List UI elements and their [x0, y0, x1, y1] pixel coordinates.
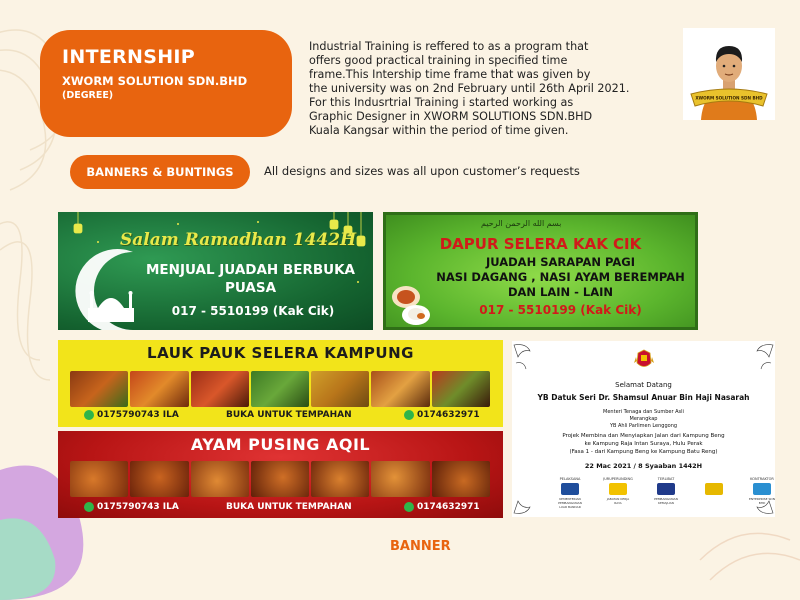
chicken-photo: [251, 461, 309, 497]
portrait-illustration: [683, 28, 775, 120]
ayam-contact-left: [84, 502, 179, 512]
intro-line: Kuala Kangsar within the period of time given.: [309, 124, 569, 137]
food-photo: [191, 371, 249, 407]
contractor-logo-icon: [753, 483, 771, 495]
sponsor-name: PEMBANGUNAN KEMAJUAN: [654, 497, 678, 505]
project-line1: Projek Membina dan Menyiapkan Jalan dari Kampung Beng: [562, 433, 725, 439]
sponsor-role: PELAKSANA: [559, 477, 581, 481]
dapur-line3: DAN LAIN - LAIN: [507, 285, 614, 299]
whatsapp-icon: [404, 502, 414, 512]
dapur-line1: JUADAH SARAPAN PAGI: [485, 255, 636, 269]
degree-label: (DEGREE): [62, 90, 114, 101]
banner-ramadhan: [58, 212, 373, 330]
ramadhan-line1: MENJUAL JUADAH BERBUKA: [145, 262, 355, 278]
ramadhan-phone: 017 - 5510199 (Kak Cik): [171, 304, 335, 318]
chicken-photo: [130, 461, 188, 497]
intro-paragraph: [309, 40, 679, 138]
vip-name: YB Datuk Seri Dr. Shamsul Anuar Bin Haji Nasarah: [537, 393, 750, 402]
ayam-contact-right: [404, 502, 480, 512]
intro-line: Graphic Designer in XWORM SOLUTIONS SDN.BHD: [309, 110, 593, 123]
intro-line: Industrial Training is reffered to as a program that: [309, 40, 589, 53]
internship-title: INTERNSHIP: [62, 46, 196, 68]
section-pill-label: BANNERS & BUNTINGS: [86, 165, 234, 179]
ramadhan-line2: PUASA: [224, 280, 277, 296]
lauk-contact-left: [84, 410, 179, 420]
sponsor-logo: [748, 477, 775, 509]
food-photo: [251, 371, 309, 407]
internship-card: [40, 30, 292, 137]
lauk-phone-left: 0175790743 ILA: [97, 410, 179, 420]
mint-blob: [0, 518, 55, 600]
food-photo-strip: [70, 371, 490, 407]
banner-lauk-pauk: [58, 340, 503, 427]
intro-line: frame.This Intership time frame that was given by: [309, 68, 591, 81]
event-date: 22 Mac 2021 / 8 Syaaban 1442H: [584, 462, 703, 470]
sponsor-name: ENTERPRISE SDN BHD: [749, 497, 775, 505]
welcome-text: Selamat Datang: [615, 381, 672, 389]
intro-line: For this Indusrtrial Training i started working as: [309, 96, 574, 109]
chicken-photo: [191, 461, 249, 497]
lauk-title: LAUK PAUK SELERA KAMPUNG: [147, 344, 414, 362]
sponsor-logo: [652, 477, 680, 509]
sponsor-role: KONTRAKTOR: [750, 477, 774, 481]
sponsor-name: JABATAN KERJA RAYA: [606, 497, 630, 505]
whatsapp-icon: [404, 410, 414, 420]
banner-selamat-datang: [512, 341, 775, 517]
project-line3: (Fasa 1 - dari Kampung Beng ke Kampung Batu Reng): [569, 449, 718, 455]
vip-role1: Menteri Tenaga dan Sumber Asli: [603, 409, 684, 415]
chicken-photo: [70, 461, 128, 497]
intro-line: offers good practical training in specified time: [309, 54, 568, 67]
food-photo: [130, 371, 188, 407]
dapur-phone: 017 - 5510199 (Kak Cik): [479, 303, 642, 317]
chicken-photo: [311, 461, 369, 497]
chicken-photo: [371, 461, 429, 497]
ayam-middle-text: BUKA UNTUK TEMPAHAN: [226, 502, 352, 512]
company-name: XWORM SOLUTION SDN.BHD: [62, 74, 248, 88]
intro-line: the university was on 2nd February until 26th April 2021.: [309, 82, 630, 95]
sponsor-logos: [556, 477, 775, 509]
food-photo: [371, 371, 429, 407]
project-line2: ke Kampung Raja Intan Suraya, Hulu Perak: [584, 441, 703, 447]
chicken-photo: [432, 461, 490, 497]
section-pill: [70, 155, 250, 189]
sponsor-name: KEMENTERIAN PEMBANGUNAN LUAR BANDAR: [558, 497, 582, 509]
section-description: All designs and sizes was all upon customer’s requests: [264, 164, 580, 178]
food-photo: [311, 371, 369, 407]
food-plates-icon: [390, 281, 434, 327]
banner-dapur-selera: [383, 212, 698, 330]
sponsor-logo: [604, 477, 632, 509]
malaysia-crest-icon: [634, 349, 654, 371]
whatsapp-icon: [84, 410, 94, 420]
whatsapp-icon: [84, 502, 94, 512]
sponsor-logo: [700, 477, 728, 509]
vip-role2: Merangkap: [629, 416, 658, 422]
lauk-phone-right: 0174632971: [417, 410, 480, 420]
lauk-middle-text: BUKA UNTUK TEMPAHAN: [226, 410, 352, 420]
jkr-logo-icon: [609, 483, 627, 495]
portrait-badge-text: XWORM SOLUTION SDN BHD: [695, 95, 763, 101]
partner-logo-icon: [705, 483, 723, 495]
dapur-title: DAPUR SELERA KAK CIK: [439, 235, 642, 253]
ayam-phone-right: 0174632971: [417, 502, 480, 512]
food-photo: [70, 371, 128, 407]
chicken-photo-strip: [70, 461, 490, 497]
sponsor-role: JURUPERUNDING: [603, 477, 633, 481]
ramadhan-greeting: Salam Ramadhan 1442H: [120, 230, 357, 250]
lauk-contact-right: [404, 410, 480, 420]
bismillah-text: بسم الله الرحمن الرحيم: [481, 219, 562, 228]
sponsor-role: TERLIBAT: [657, 477, 675, 481]
agency-logo-icon: [657, 483, 675, 495]
vip-role3: YB Ahli Parlimen Lenggong: [609, 423, 678, 429]
sponsor-logo: [556, 477, 584, 509]
dapur-line2: NASI DAGANG , NASI AYAM BEREMPAH: [436, 270, 685, 284]
ayam-phone-left: 0175790743 ILA: [97, 502, 179, 512]
ayam-title: AYAM PUSING AQIL: [190, 435, 371, 454]
ministry-logo-icon: [561, 483, 579, 495]
food-photo: [432, 371, 490, 407]
banner-ayam-pusing: [58, 431, 503, 518]
banner-caption: BANNER: [390, 539, 451, 554]
